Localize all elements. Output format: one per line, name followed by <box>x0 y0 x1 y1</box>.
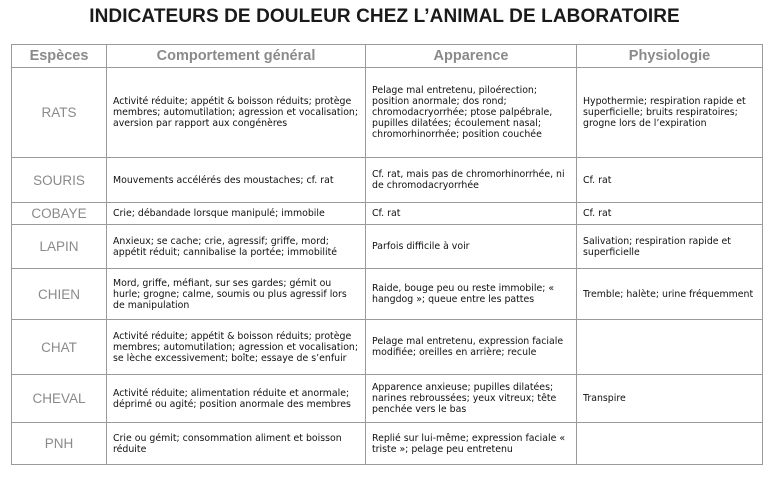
appearance-cell: Pelage mal entretenu, expression faciale modifiée; oreilles en arrière; recule <box>366 320 577 375</box>
physiology-cell <box>577 423 763 465</box>
behavior-cell: Mord, griffe, méfiant, sur ses gardes; gémit ou hurle; grogne; calme, soumis ou plus agressif lors de manipulation <box>107 269 366 320</box>
physiology-cell: Cf. rat <box>577 203 763 225</box>
behavior-cell: Activité réduite; alimentation réduite et anormale; déprimé ou agité; position anormale des membres <box>107 375 366 423</box>
table-row <box>12 68 763 158</box>
species-cell: COBAYE <box>12 203 107 225</box>
header-appearance: Apparence <box>366 45 577 68</box>
physiology-cell: Transpire <box>577 375 763 423</box>
header-behavior: Comportement général <box>107 45 366 68</box>
table-row <box>12 225 763 269</box>
appearance-cell: Apparence anxieuse; pupilles dilatées; narines rebroussées; yeux vitreux; tête penchée vers le bas <box>366 375 577 423</box>
table-row <box>12 320 763 375</box>
species-cell: SOURIS <box>12 158 107 203</box>
appearance-cell: Cf. rat, mais pas de chromorhinorrhée, ni de chromodacryorrhée <box>366 158 577 203</box>
physiology-cell: Cf. rat <box>577 158 763 203</box>
appearance-cell: Raide, bouge peu ou reste immobile; « hangdog »; queue entre les pattes <box>366 269 577 320</box>
table-row <box>12 158 763 203</box>
table-row <box>12 375 763 423</box>
header-row <box>12 45 763 68</box>
header-species: Espèces <box>12 45 107 68</box>
page-title: INDICATEURS DE DOULEUR CHEZ L’ANIMAL DE LABORATOIRE <box>89 6 680 27</box>
pain-indicators-table <box>11 44 763 465</box>
physiology-cell: Salivation; respiration rapide et superficielle <box>577 225 763 269</box>
appearance-cell: Parfois difficile à voir <box>366 225 577 269</box>
behavior-cell: Anxieux; se cache; crie, agressif; griffe, mord; appétit réduit; cannibalise la portée; immobilité <box>107 225 366 269</box>
species-cell: PNH <box>12 423 107 465</box>
species-cell: CHEVAL <box>12 375 107 423</box>
physiology-cell: Hypothermie; respiration rapide et superficielle; bruits respiratoires; grogne lors de l’expiration <box>577 68 763 158</box>
species-cell: CHAT <box>12 320 107 375</box>
behavior-cell: Crie; débandade lorsque manipulé; immobile <box>107 203 366 225</box>
species-cell: LAPIN <box>12 225 107 269</box>
species-cell: RATS <box>12 68 107 158</box>
appearance-cell: Cf. rat <box>366 203 577 225</box>
physiology-cell <box>577 320 763 375</box>
behavior-cell: Activité réduite; appétit & boisson réduits; protège membres; automutilation; agression et vocalisation; se lèche excessivement; boîte; essaye de s’enfuir <box>107 320 366 375</box>
table-row <box>12 203 763 225</box>
table-row <box>12 269 763 320</box>
table-row <box>12 423 763 465</box>
behavior-cell: Crie ou gémit; consommation aliment et boisson réduite <box>107 423 366 465</box>
physiology-cell: Tremble; halète; urine fréquemment <box>577 269 763 320</box>
appearance-cell: Replié sur lui-même; expression faciale « triste »; pelage peu entretenu <box>366 423 577 465</box>
behavior-cell: Activité réduite; appétit & boisson réduits; protège membres; automutilation; agression et vocalisation; aversion par rapport aux congénères <box>107 68 366 158</box>
appearance-cell: Pelage mal entretenu, piloérection; position anormale; dos rond; chromodacryorrhée; ptose palpébrale, pupilles dilatées; écoulement nasal; chromorhinorrhée; position couchée <box>366 68 577 158</box>
behavior-cell: Mouvements accélérés des moustaches; cf. rat <box>107 158 366 203</box>
species-cell: CHIEN <box>12 269 107 320</box>
header-physiology: Physiologie <box>577 45 763 68</box>
